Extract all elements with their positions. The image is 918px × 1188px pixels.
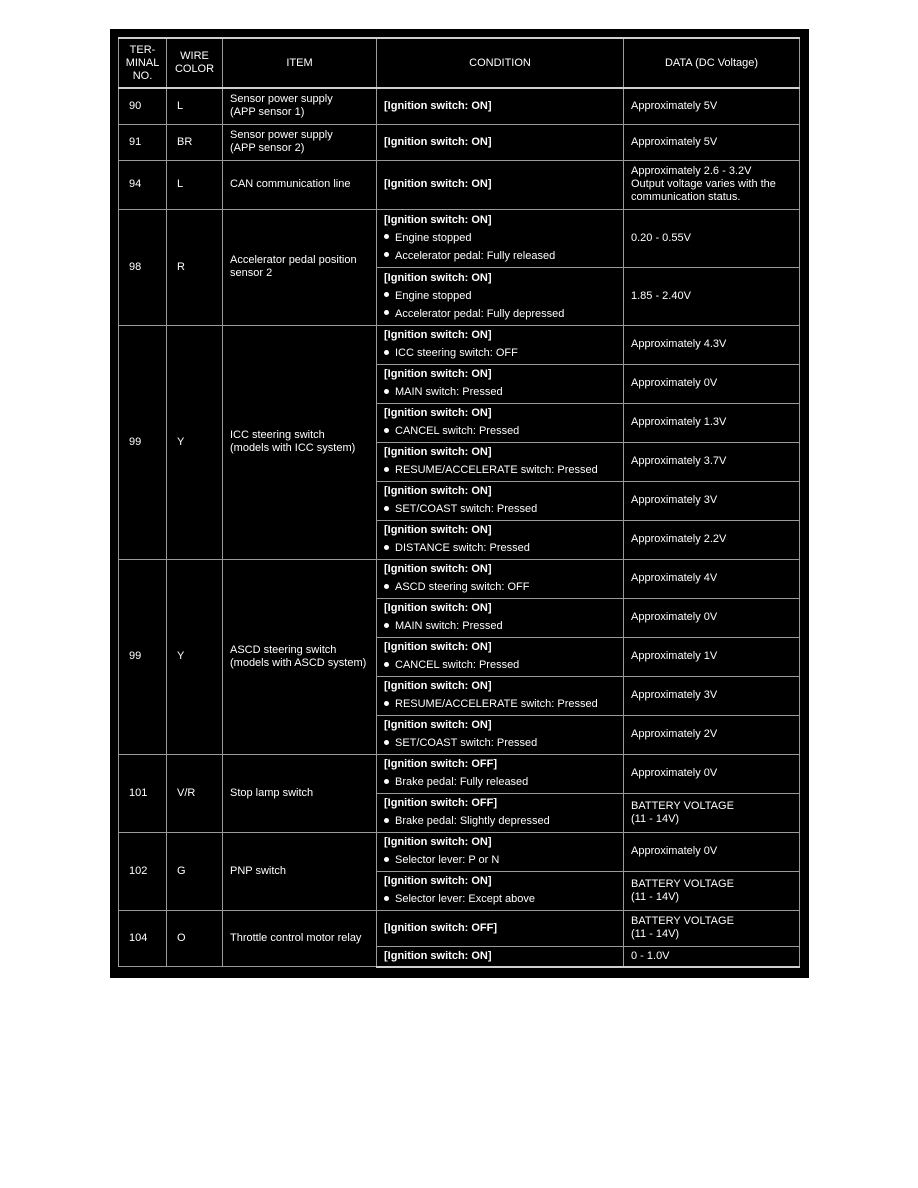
condition-cell: [Ignition switch: ON] bbox=[377, 160, 624, 209]
ecm-terminal-table bbox=[118, 37, 800, 968]
item-cell: ASCD steering switch (models with ASCD system) bbox=[223, 559, 377, 754]
header-data: DATA (DC Voltage) bbox=[624, 38, 800, 88]
table-row bbox=[119, 88, 800, 124]
wire-color: R bbox=[167, 209, 223, 325]
condition-cell: [Ignition switch: OFF] bbox=[377, 910, 624, 946]
header-terminal-no: TER- MINAL NO. bbox=[119, 38, 167, 88]
data-cell: Approximately 3.7V bbox=[624, 442, 800, 481]
data-cell: BATTERY VOLTAGE (11 - 14V) bbox=[624, 910, 800, 946]
table-header-row bbox=[119, 38, 800, 88]
item-cell: ICC steering switch (models with ICC system) bbox=[223, 325, 377, 559]
data-cell: Approximately 0V bbox=[624, 364, 800, 403]
table-row bbox=[119, 559, 800, 598]
data-cell: BATTERY VOLTAGE (11 - 14V) bbox=[624, 871, 800, 910]
terminal-no: 90 bbox=[119, 88, 167, 124]
item-cell: Sensor power supply (APP sensor 2) bbox=[223, 124, 377, 160]
condition-cell: [Ignition switch: ON] Selector lever: P or N bbox=[377, 832, 624, 871]
data-cell: Approximately 0V bbox=[624, 754, 800, 793]
table-row bbox=[119, 160, 800, 209]
condition-cell: [Ignition switch: ON] Selector lever: Except above bbox=[377, 871, 624, 910]
data-cell: Approximately 5V bbox=[624, 124, 800, 160]
table-row bbox=[119, 832, 800, 871]
item-cell: Accelerator pedal position sensor 2 bbox=[223, 209, 377, 325]
terminal-no: 98 bbox=[119, 209, 167, 325]
condition-cell: [Ignition switch: ON] MAIN switch: Pressed bbox=[377, 598, 624, 637]
terminal-no: 102 bbox=[119, 832, 167, 910]
data-cell: Approximately 4V bbox=[624, 559, 800, 598]
condition-cell: [Ignition switch: OFF] Brake pedal: Fully released bbox=[377, 754, 624, 793]
condition-cell: [Ignition switch: OFF] Brake pedal: Slightly depressed bbox=[377, 793, 624, 832]
item-cell: PNP switch bbox=[223, 832, 377, 910]
header-condition: CONDITION bbox=[377, 38, 624, 88]
data-cell: 1.85 - 2.40V bbox=[624, 267, 800, 325]
condition-cell: [Ignition switch: ON] RESUME/ACCELERATE switch: Pressed bbox=[377, 676, 624, 715]
terminal-no: 99 bbox=[119, 559, 167, 754]
table-row bbox=[119, 124, 800, 160]
wire-color: L bbox=[167, 160, 223, 209]
terminal-no: 104 bbox=[119, 910, 167, 967]
data-cell: BATTERY VOLTAGE (11 - 14V) bbox=[624, 793, 800, 832]
data-cell: Approximately 2.6 - 3.2V Output voltage varies with the communication status. bbox=[624, 160, 800, 209]
item-cell: CAN communication line bbox=[223, 160, 377, 209]
condition-cell: [Ignition switch: ON] ASCD steering switch: OFF bbox=[377, 559, 624, 598]
data-cell: Approximately 0V bbox=[624, 598, 800, 637]
condition-cell: [Ignition switch: ON] ICC steering switch: OFF bbox=[377, 325, 624, 364]
table-row bbox=[119, 209, 800, 267]
data-cell: Approximately 5V bbox=[624, 88, 800, 124]
wire-color: O bbox=[167, 910, 223, 967]
condition-cell: [Ignition switch: ON] SET/COAST switch: Pressed bbox=[377, 481, 624, 520]
condition-cell: [Ignition switch: ON] CANCEL switch: Pressed bbox=[377, 637, 624, 676]
item-cell: Throttle control motor relay bbox=[223, 910, 377, 967]
wire-color: Y bbox=[167, 325, 223, 559]
wire-color: Y bbox=[167, 559, 223, 754]
data-cell: 0 - 1.0V bbox=[624, 946, 800, 967]
condition-cell: [Ignition switch: ON] MAIN switch: Pressed bbox=[377, 364, 624, 403]
condition-cell: [Ignition switch: ON] SET/COAST switch: Pressed bbox=[377, 715, 624, 754]
table-row bbox=[119, 754, 800, 793]
header-item: ITEM bbox=[223, 38, 377, 88]
condition-cell: [Ignition switch: ON] bbox=[377, 88, 624, 124]
data-cell: 0.20 - 0.55V bbox=[624, 209, 800, 267]
terminal-no: 94 bbox=[119, 160, 167, 209]
wire-color: BR bbox=[167, 124, 223, 160]
data-cell: Approximately 4.3V bbox=[624, 325, 800, 364]
wire-color: V/R bbox=[167, 754, 223, 832]
wire-color: G bbox=[167, 832, 223, 910]
condition-cell: [Ignition switch: ON] Engine stopped Accelerator pedal: Fully released bbox=[377, 209, 624, 267]
condition-cell: [Ignition switch: ON] Engine stopped Accelerator pedal: Fully depressed bbox=[377, 267, 624, 325]
terminal-no: 99 bbox=[119, 325, 167, 559]
table-row bbox=[119, 325, 800, 364]
data-cell: Approximately 3V bbox=[624, 481, 800, 520]
condition-cell: [Ignition switch: ON] DISTANCE switch: Pressed bbox=[377, 520, 624, 559]
data-cell: Approximately 3V bbox=[624, 676, 800, 715]
terminal-data-panel bbox=[110, 29, 809, 978]
data-cell: Approximately 1V bbox=[624, 637, 800, 676]
data-cell: Approximately 0V bbox=[624, 832, 800, 871]
data-cell: Approximately 2.2V bbox=[624, 520, 800, 559]
item-cell: Stop lamp switch bbox=[223, 754, 377, 832]
condition-cell: [Ignition switch: ON] bbox=[377, 124, 624, 160]
wire-color: L bbox=[167, 88, 223, 124]
data-cell: Approximately 2V bbox=[624, 715, 800, 754]
condition-cell: [Ignition switch: ON] CANCEL switch: Pressed bbox=[377, 403, 624, 442]
terminal-no: 101 bbox=[119, 754, 167, 832]
condition-cell: [Ignition switch: ON] bbox=[377, 946, 624, 967]
header-wire-color: WIRE COLOR bbox=[167, 38, 223, 88]
data-cell: Approximately 1.3V bbox=[624, 403, 800, 442]
table-row bbox=[119, 910, 800, 946]
terminal-no: 91 bbox=[119, 124, 167, 160]
condition-cell: [Ignition switch: ON] RESUME/ACCELERATE switch: Pressed bbox=[377, 442, 624, 481]
item-cell: Sensor power supply (APP sensor 1) bbox=[223, 88, 377, 124]
